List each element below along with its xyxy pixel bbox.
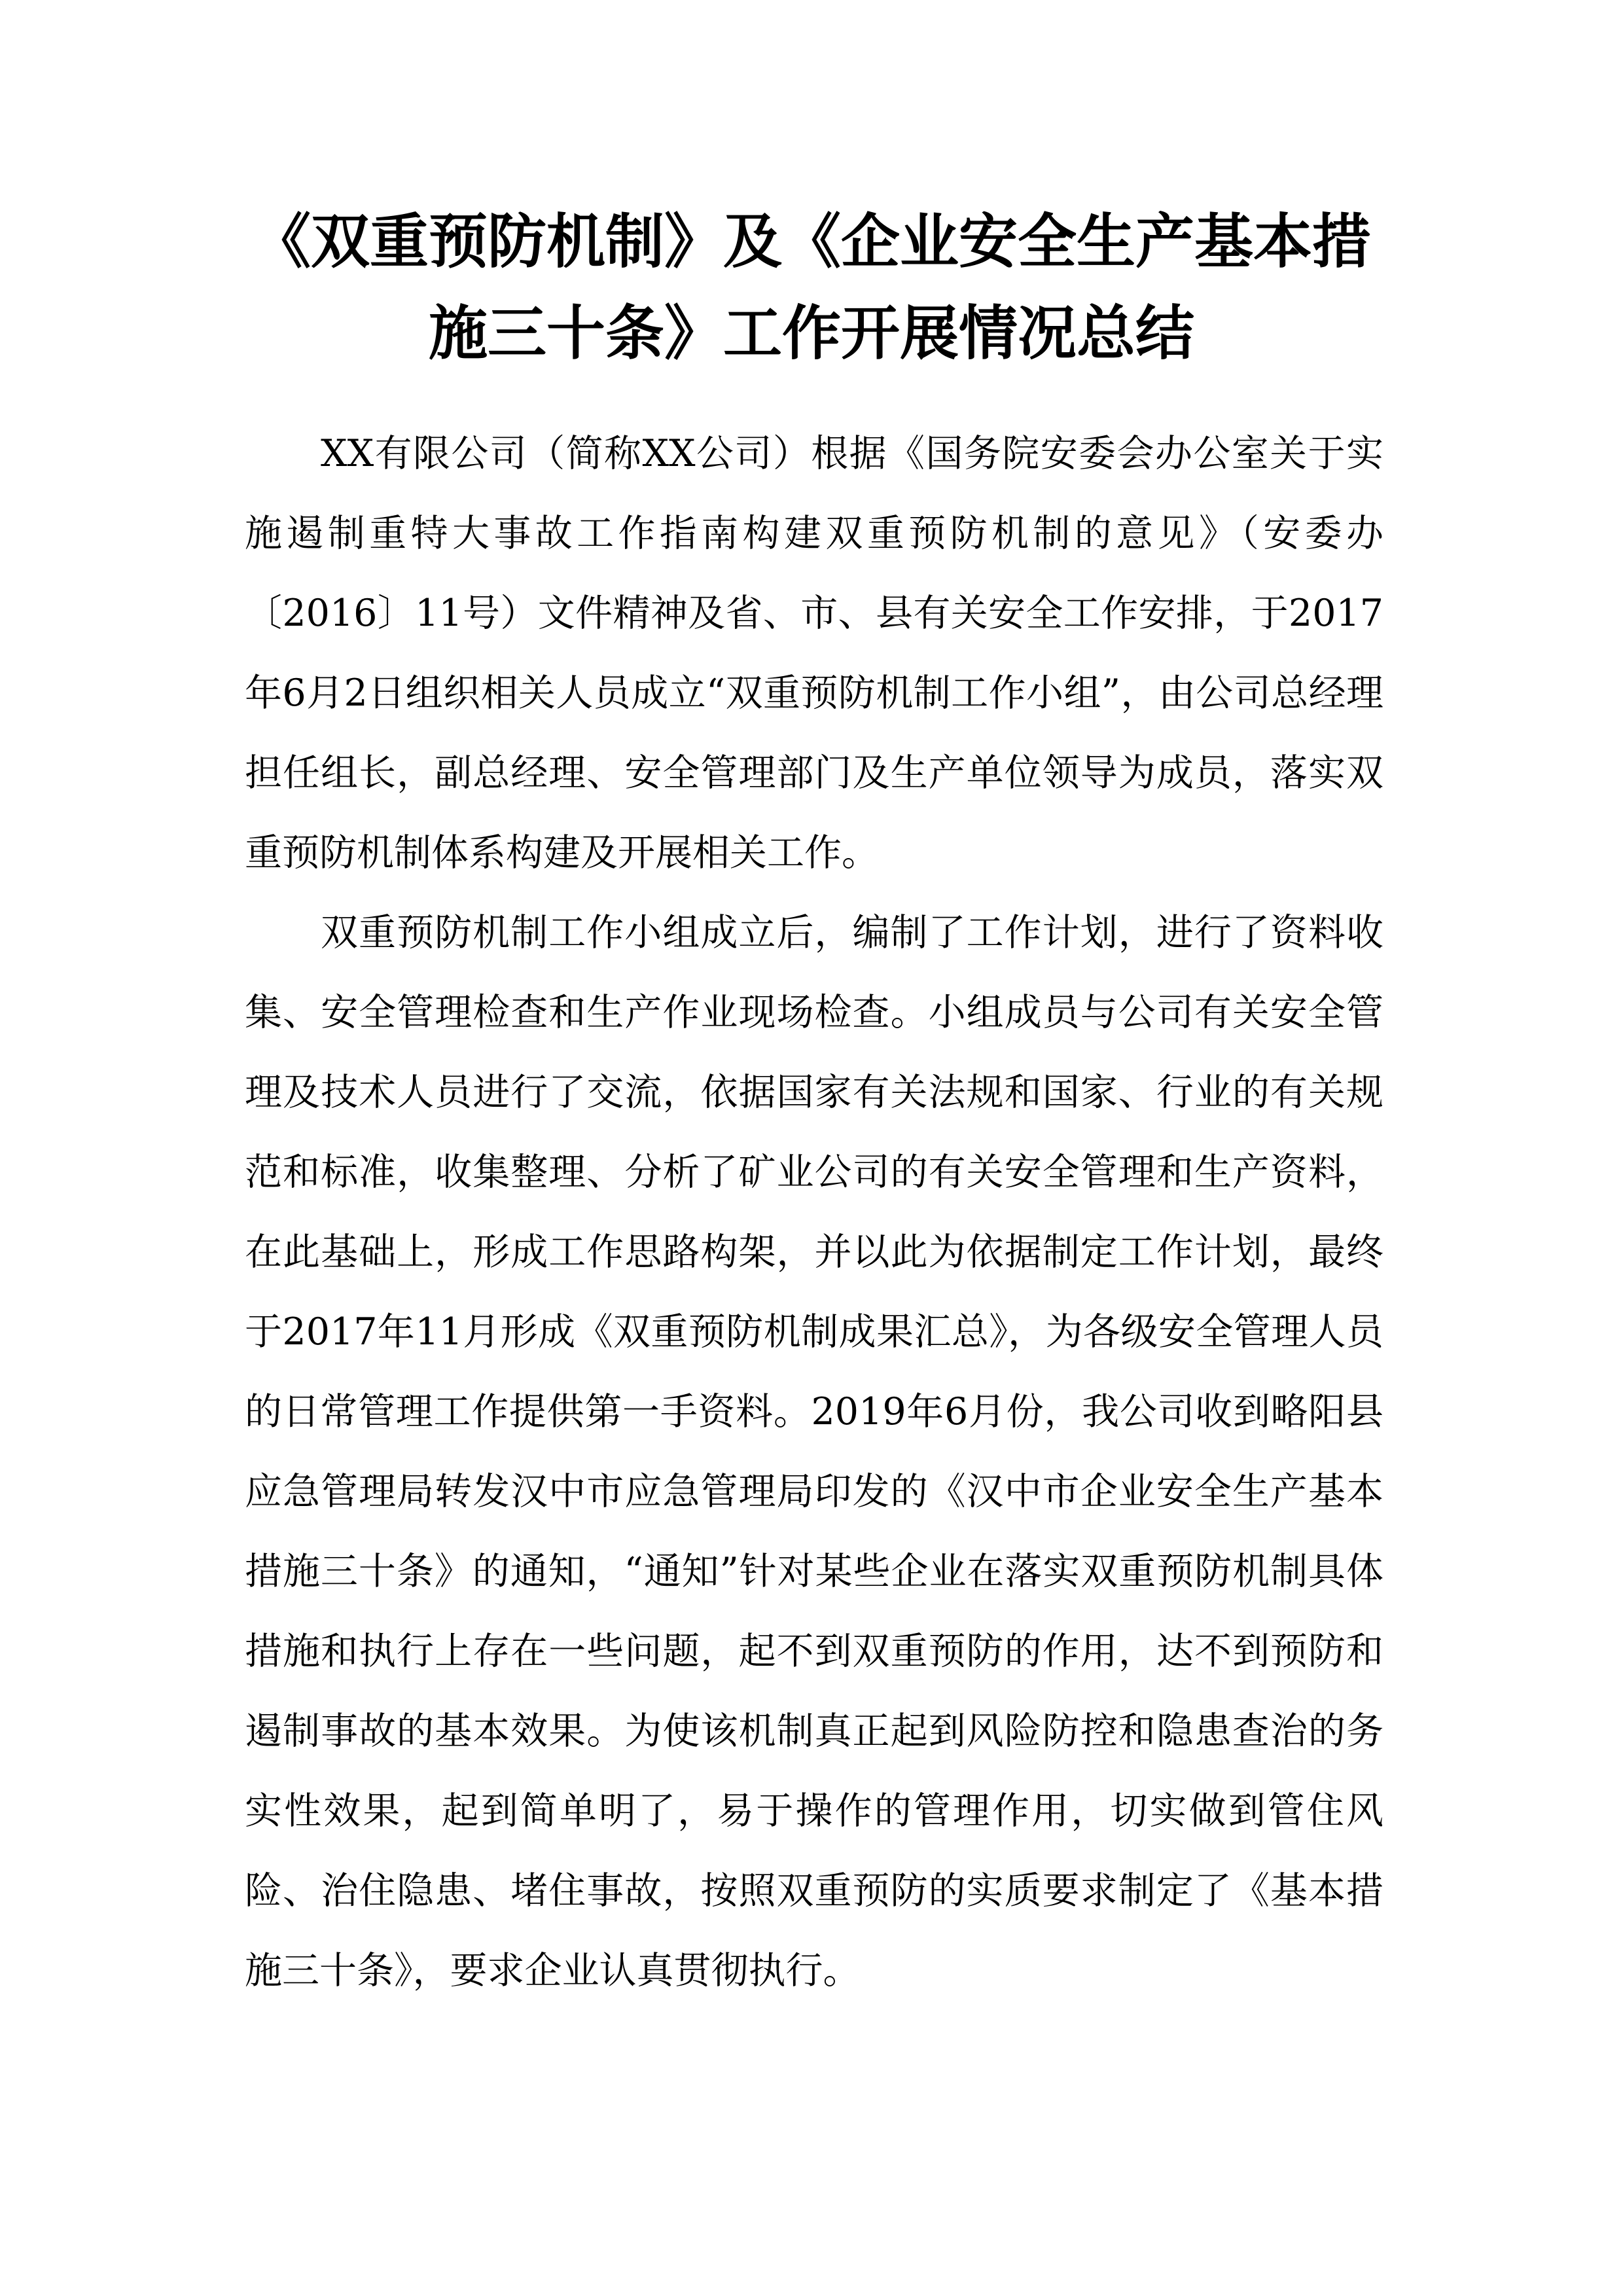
paragraph-2: 双重预防机制工作小组成立后，编制了工作计划，进行了资料收集、安全管理检查和生产作业现场检查。小组成员与公司有关安全管理及技术人员进行了交流，依据国家有关法规和国家、行业的有关规范和标准，收集整理、分析了矿业公司的有关安全管理和生产资料，在此基础上，形成工作思路构架，并以此为依据制定工作计划，最终于2017年11月形成《双重预防机制成果汇总》，为各级安全管理人员的日常管理工作提供第一手资料。2019年6月份，我公司收到略阳县应急管理局转发汉中市应急管理局印发的《汉中市企业安全生产基本措施三十条》的通知，“通知”针对某些企业在落实双重预防机制具体措施和执行上存在一些问题，起不到双重预防的作用，达不到预防和遏制事故的基本效果。为使该机制真正起到风险防控和隐患查治的务实性效果，起到简单明了，易于操作的管理作用，切实做到管住风险、治住隐患、堵住事故，按照双重预防的实质要求制定了《基本措施三十条》，要求企业认真贯彻执行。 xyxy=(245,911,1383,1992)
title-line-2: 施三十条》工作开展情况总结 xyxy=(429,299,1194,368)
title-line-1: 《双重预防机制》及《企业安全生产基本措 xyxy=(252,207,1371,276)
document-title xyxy=(236,196,1387,380)
paragraph-1: XX有限公司（简称XX公司）根据《国务院安委会办公室关于实施遏制重特大事故工作指南构建双重预防机制的意见》（安委办〔2016〕11号）文件精神及省、市、县有关安全工作安排，于2017年6月2日组织相关人员成立“双重预防机制工作小组”，由公司总经理担任组长，副总经理、安全管理部门及生产单位领导为成员，落实双重预防机制体系构建及开展相关工作。 xyxy=(245,432,1383,874)
document-body xyxy=(245,414,1383,2011)
